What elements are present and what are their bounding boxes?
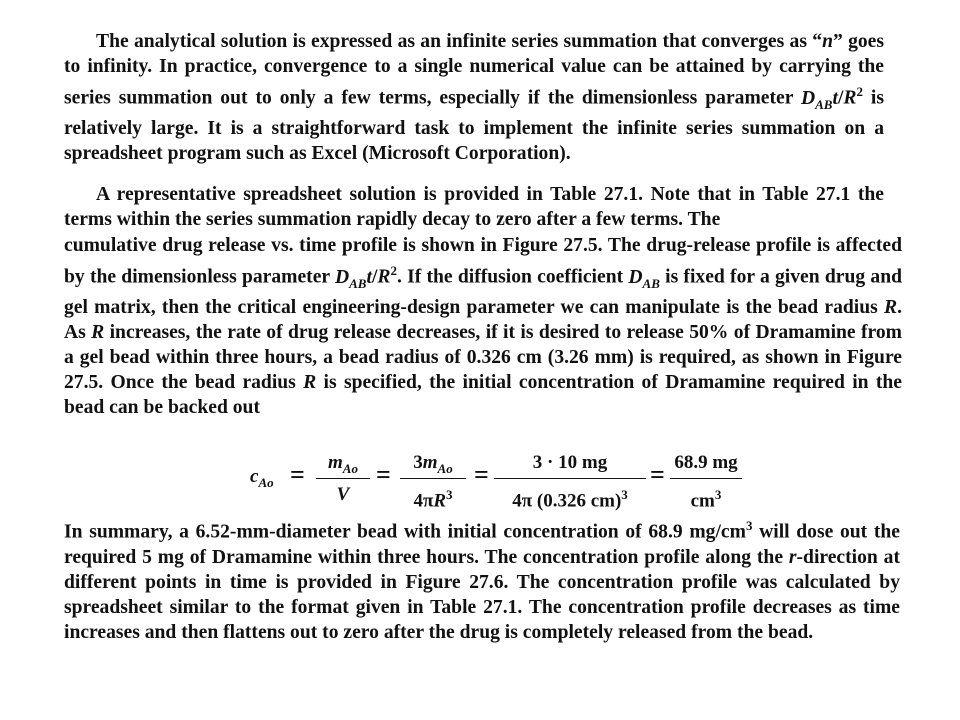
equals-sign: = (650, 460, 665, 489)
fraction-numeric-substitution: 3 · 10 mg 4π (0.326 cm)$^3$ (494, 450, 646, 508)
concentration-equation (250, 446, 738, 516)
paragraph-summary: In summary, a 6.52-mm-diameter bead with initial concentration of 68.9 $mg/cm^3$ will dose out the required 5 mg of Dramamine within three hours. The concentration profile along the r-direction at different points in time is provided in Figure 27.6. The concentration profile was calculated by spreadsheet similar to the format given in Table 27.1. The concentration profile decreases as time increases and then flattens out to zero after the drug is completely released from the bead. (64, 518, 900, 643)
equals-sign: = (290, 460, 305, 489)
fraction-result: 68.9 mg $cm^3$ (670, 450, 742, 508)
equation-lhs: $c_{Ao}$ (250, 466, 274, 490)
paragraph-analytical-solution: The analytical solution is expressed as an infinite series summation that converges as “n” goes to infinity. In practice, convergence to a single numerical value can be attained by carrying the series summation out to only a few terms, especially if the dimensionless parameter $D_{AB}t/R^2$ is relatively large. It is a straightforward task to implement the infinite series summation on a spreadsheet program such as Excel (Microsoft Corporation). (64, 31, 884, 165)
paragraph-spreadsheet-solution: A representative spreadsheet solution is provided in Table 27.1. Note that in Table 27.1 the terms within the series summation rapidly decay to zero after a few terms. The (64, 184, 884, 230)
fraction-mass-over-sphere-volume: $3m_{Ao}$ $4\pi R^3$ (400, 450, 466, 508)
fraction-mass-over-volume: $m_{Ao}$ V (316, 450, 370, 508)
equals-sign: = (376, 460, 391, 489)
paragraph-release-profile: cumulative drug release vs. time profile is shown in Figure 27.5. The drug-release profile is affected by the dimensionless parameter $D_{AB}t/R^2$. If the diffusion coefficient $D_{AB}$ is fixed for a given drug and gel matrix, then the critical engineering-design parameter we can manipulate is the bead radius R. As R increases, the rate of drug release decreases, if it is desired to release 50% of Dramamine from a gel bead within three hours, a bead radius of 0.326 cm (3.26 mm) is required, as shown in Figure 27.5. Once the bead radius R is specified, the initial concentration of Dramamine required in the bead can be backed out (64, 235, 902, 419)
equals-sign: = (474, 460, 489, 489)
